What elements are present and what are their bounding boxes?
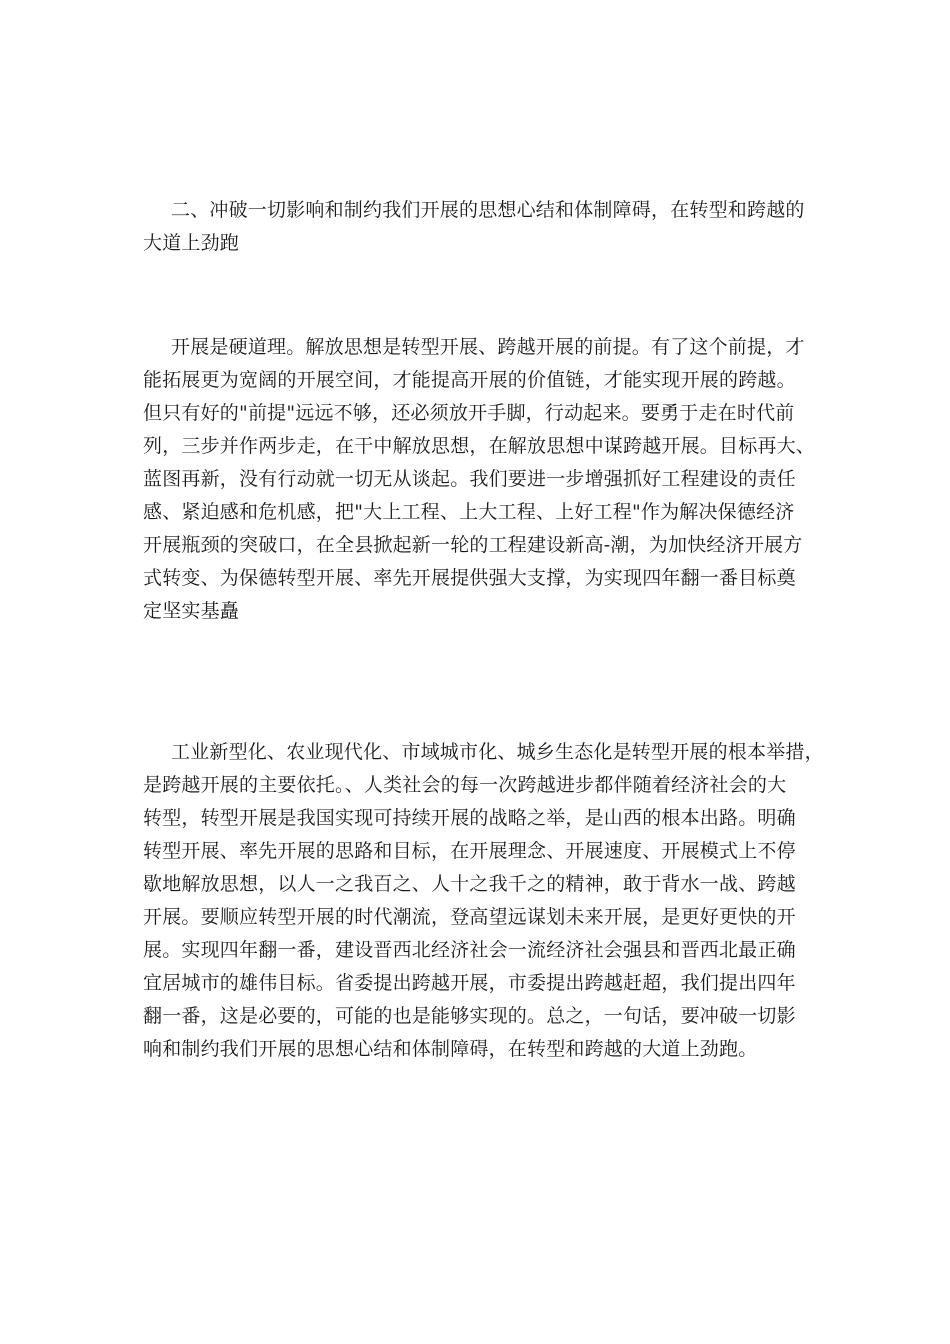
heading-line: 大道上劲跑 [143,232,240,254]
paragraph-line: 宜居城市的雄伟目标。省委提出跨越开展，市委提出跨越赶超，我们提出四年 [143,972,796,994]
paragraph-line: 列，三步并作两步走，在干中解放思想，在解放思想中谋跨越开展。目标再大、 [143,435,816,457]
paragraph-line: 响和制约我们开展的思想心结和体制障碍，在转型和跨越的大道上劲跑。 [143,1038,758,1060]
paragraph-line: 歇地解放思想，以人一之我百之、人十之我千之的精神，敢于背水一战、跨越 [143,873,796,895]
paragraph-line: 定坚实基矗 [143,600,240,622]
paragraph-line: 开展。要顺应转型开展的时代潮流，登高望远谋划未来开展，是更好更快的开 [143,906,796,928]
body-paragraph-2 [143,736,824,1066]
paragraph-line: 工业新型化、农业现代化、市域城市化、城乡生态化是转型开展的根本举措， [171,741,824,763]
paragraph-line: 但只有好的"前提"远远不够，还必须放开手脚，行动起来。要勇于走在时代前 [143,402,795,424]
paragraph-line: 转型，转型开展是我国实现可持续开展的战略之举，是山西的根本出路。明确 [143,807,796,829]
heading-line: 二、冲破一切影响和制约我们开展的思想心结和体制障碍，在转型和跨越的 [171,199,805,221]
body-paragraph-1 [143,331,816,628]
paragraph-line: 能拓展更为宽阔的开展空间，才能提高开展的价值链，才能实现开展的跨越。 [143,369,796,391]
paragraph-line: 感、紧迫感和危机感，把"大上工程、上大工程、上好工程"作为解决保德经济 [143,501,795,523]
paragraph-line: 翻一番，这是必要的，可能的也是能够实现的。总之，一句话，要冲破一切影 [143,1005,796,1027]
paragraph-line: 是跨越开展的主要依托。、人类社会的每一次跨越进步都伴随着经济社会的大 [143,774,787,796]
paragraph-line: 开展瓶颈的突破口，在全县掀起新一轮的工程建设新高-潮，为加快经济开展方 [143,534,803,556]
paragraph-line: 展。实现四年翻一番，建设晋西北经济社会一流经济社会强县和晋西北最正确 [143,939,796,961]
paragraph-line: 转型开展、率先开展的思路和目标，在开展理念、开展速度、开展模式上不停 [143,840,796,862]
paragraph-line: 蓝图再新，没有行动就一切无从谈起。我们要进一步增强抓好工程建设的责任 [143,468,796,490]
paragraph-line: 式转变、为保德转型开展、率先开展提供强大支撑，为实现四年翻一番目标奠 [143,567,796,589]
section-heading [143,194,811,260]
paragraph-line: 开展是硬道理。解放思想是转型开展、跨越开展的前提。有了这个前提，才 [171,336,805,358]
